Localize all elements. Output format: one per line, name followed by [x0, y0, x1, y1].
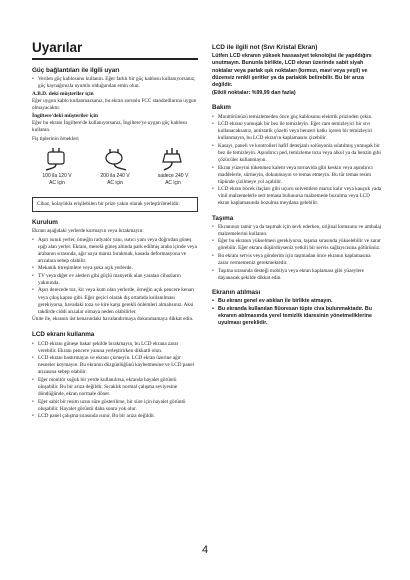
disposal-list	[212, 298, 382, 327]
plug-example	[148, 146, 198, 192]
setup-intro: Ekranı aşağıdaki yerlerde kurmayın veya bırakmayın:	[32, 228, 144, 235]
plug-label: AC için	[107, 180, 123, 187]
setup-outro: Ünite ile, ekranın üst kenarındaki havalandırmaya dokunmamaya dikkat edin.	[32, 316, 194, 323]
outlet-note-text: Cihaz, kolaylıkla erişilebilen bir prize yakın olarak yerleştirilmelidir.	[37, 201, 180, 208]
list-item: • LCD panel çalışma sırasında ısınır. Bu bir arıza değildir.	[32, 413, 198, 420]
list-item: • Verilen güç kablosunu kullanın. Eğer farklı bir güç kablosu kullanıyorsanız, güç kaynağınızla uyumlu olduğundan emin olun.	[32, 76, 198, 90]
plug-120v-icon	[40, 146, 74, 172]
disposal-heading: Ekranın atılması	[212, 288, 261, 296]
list-item: • Taşıma sırasında desteği mobilya veya ekran kaplaması gibi yüzeylere dayanacak şekilde dikkat edin.	[212, 268, 382, 282]
left-column	[32, 40, 198, 421]
care-heading: Bakım	[212, 104, 231, 112]
list-item: • LCD ekran böcek ilaçları gibi uçucu solventlere maruz kalır veya kauçuk yada vinil malzemelerle sert temasa bulunursa malzemede bozulma veya LCD ekran kaplamasında bozulma meydana gelebilir.	[212, 186, 382, 207]
list-item: • Aşırı ısınık yerler, örneğin radyatör yanı, ısıtıcı yanı veya doğrudan güneş ışığı alan yerler. Ekranı, meselâ güneş altında park edilmiş araba içinde veya arabanın sırasında, ağır ısıya maruz bırakmak, kasada deformasyona ve arızalara sebep olabilir.	[32, 237, 198, 265]
list-item: • Aşırı derecede toz, kir veya kum olan yerlerde, örneğin açık pencere kenarı veya çıkış kapısı gibi. Eğer geçici olarak dış ortamda kullanılması gerekiyorsa, havadaki toza ve kire karşı gerekli önlemleri almalısınız. Aksi takdirde ciddi arızalar olmaya neden olabilirler.	[32, 287, 198, 315]
list-item: • Ekran yüzeyini tükenmez kalem veya tornavida gibi keskin veya aşındırıcı maddelerle, sürmeyin, dokunmayın ve temas etmeyin. Bu tür temas resim tüpünde çizilmeye yol açabilir.	[212, 165, 382, 186]
page-title: Uyarılar	[32, 40, 198, 60]
page-number: 4	[201, 544, 209, 556]
right-column	[212, 40, 382, 328]
plug-label: 100 ila 120 V	[42, 173, 72, 180]
list-item: • Bu ekranda kullanılan flüoresan tüpte civa bulunmaktadır. Bu ekranın atılmasında yerel temizlik idaresinin yönetmeliklerine uyulması gereklidir.	[212, 306, 382, 328]
transport-list	[212, 224, 382, 282]
plug-example	[90, 146, 140, 192]
plug-label: AC için	[165, 180, 181, 187]
lcd-notes-heading: LCD ile ilgili not (Sıvı Kristal Ekran)	[212, 44, 318, 51]
plug-240v-uk-icon	[156, 146, 190, 172]
usa-customers-heading: A.B.D. deki müşteriler için	[32, 91, 94, 98]
outlet-note-box	[32, 197, 198, 212]
care-list	[212, 114, 382, 208]
list-item: • Ekranınızı tamir ya da taşımak için sevk ederken, orijinal kutusunu ve ambalaj malzemelerini kullanın.	[212, 224, 382, 238]
list-item: • LCD ekranı bastırmayın ve ekranı çizmeyin. LCD ekran üzerine ağır nesneler koymayın. Bu ekranın düzgünlüğünü kaybetmesine ve LCD panel arızasına sebep olabilir.	[32, 355, 198, 376]
lcd-notes-effective: (Etkili noktalar: %99,99 dan fazla)	[212, 90, 296, 97]
usa-customers-text: Eğer uygun kablo kullanmazsanız, bu ekran zorunlu FCC standardlarına uygun olmayacaktır.	[32, 98, 197, 112]
uk-customers-text: Eğer bu ekranı İngiltere'de kullanıyorsanız, İngiltere'ye uygun güç kablosu kullanın.	[32, 119, 187, 134]
lcd-use-heading: LCD ekranı kullanma	[32, 331, 95, 339]
power-warning-heading: Güç bağlantıları ile ilgili uyarı	[32, 67, 120, 74]
plug-label: AC için	[49, 180, 65, 187]
list-item: • Monitörünüzü temizlemeden önce güç kablosunu elektrik prizinden çekin.	[212, 114, 382, 121]
list-item: • Kasayı, paneli ve kontrolleri hafif deterjanlı solüsyonla ıslatılmış yumuşak bir bez ile temizleyin. Aşındırıcı ped, temizleme tozu veya alkol ya da benzin gibi çözücüler kullanmayın.	[212, 143, 382, 164]
list-item: • Mekanik titreşimlere veya şoka açık yerlerde.	[32, 265, 198, 272]
list-item: • Eğer bu ekranın yükselmesi gerekiyorsa, taşıma sırasında yükselebilir ve zarar görebilir. Eğer ekranı düşürdüyseniz yetkili bir servis sağlayıcısına götürünüz.	[212, 238, 382, 252]
lcd-use-list	[32, 341, 198, 421]
plug-example	[32, 146, 82, 192]
plug-caption: Fiş tiplerinin örnekleri	[32, 136, 79, 143]
uk-customers-heading: İngiltere'deki müşteriler için	[32, 113, 98, 120]
power-warning-list	[32, 76, 198, 90]
transport-heading: Taşıma	[212, 214, 234, 222]
list-item: • Eğer sabit bir resim uzun süre gösterilirse, bir süre için hayalet görüntü oluşabilir. Hayalet görüntü daha sonra yok olur.	[32, 399, 198, 413]
list-item: • TV veya diğer ev aletleri gibi güçlü manyetik alan yaratan cihazların yakınında.	[32, 273, 198, 287]
list-item: • LCD ekranı yumuşak bir bez ile temizleyin. Eğer cam temizleyici bir sıvı kullanacaksanız, antistatik çözelti veya benzeri katkı içeren bir temizleyici kullanmayın, bu LCD ekran'ın kaplamasını çizebilir.	[212, 121, 382, 142]
plug-label: sadece 240 V	[157, 173, 189, 180]
plug-200-240v-icon	[98, 146, 132, 172]
list-item: • Bu ekranı genel ev atıkları ile birlikte atmayın.	[212, 298, 382, 305]
plug-examples	[32, 146, 198, 192]
setup-heading: Kurulum	[32, 219, 58, 227]
lcd-notes-text: Lütfen LCD ekranın yüksek hassasiyet teknolojisi ile yapıldığını unutmayın. Bununla birlikte, LCD ekran üzerinde sabit siyah noktalar veya parlak ışık noktaları (kırmızı, mavi veya yeşil) ve düzensiz renkli şeritler ya da parlaklık belirebilir. Bu bir arıza değildir.	[212, 53, 372, 89]
list-item: • Bu ekranı servis veya gönderim için taşımadan önce ekranın kaplamasına zarar vermemeniz gerekmektedir.	[212, 253, 382, 267]
plug-label: 200 ila 240 V	[100, 173, 130, 180]
list-item: • LCD ekranı güneşe bakar şekilde bırakmayın, bu LCD ekrana zarar verebilir. Ekranı pencere yanına yerleştirirken dikkatli olun.	[32, 341, 198, 355]
list-item: • Eğer monitör soğuk bir yerde kullanılırsa, ekranda hayalet görüntü oluşabilir. Bu bir arıza değildir. Sıcaklık normal çalışma seviyesine döndüğünde, ekran normale döner.	[32, 377, 198, 398]
setup-list	[32, 237, 198, 316]
